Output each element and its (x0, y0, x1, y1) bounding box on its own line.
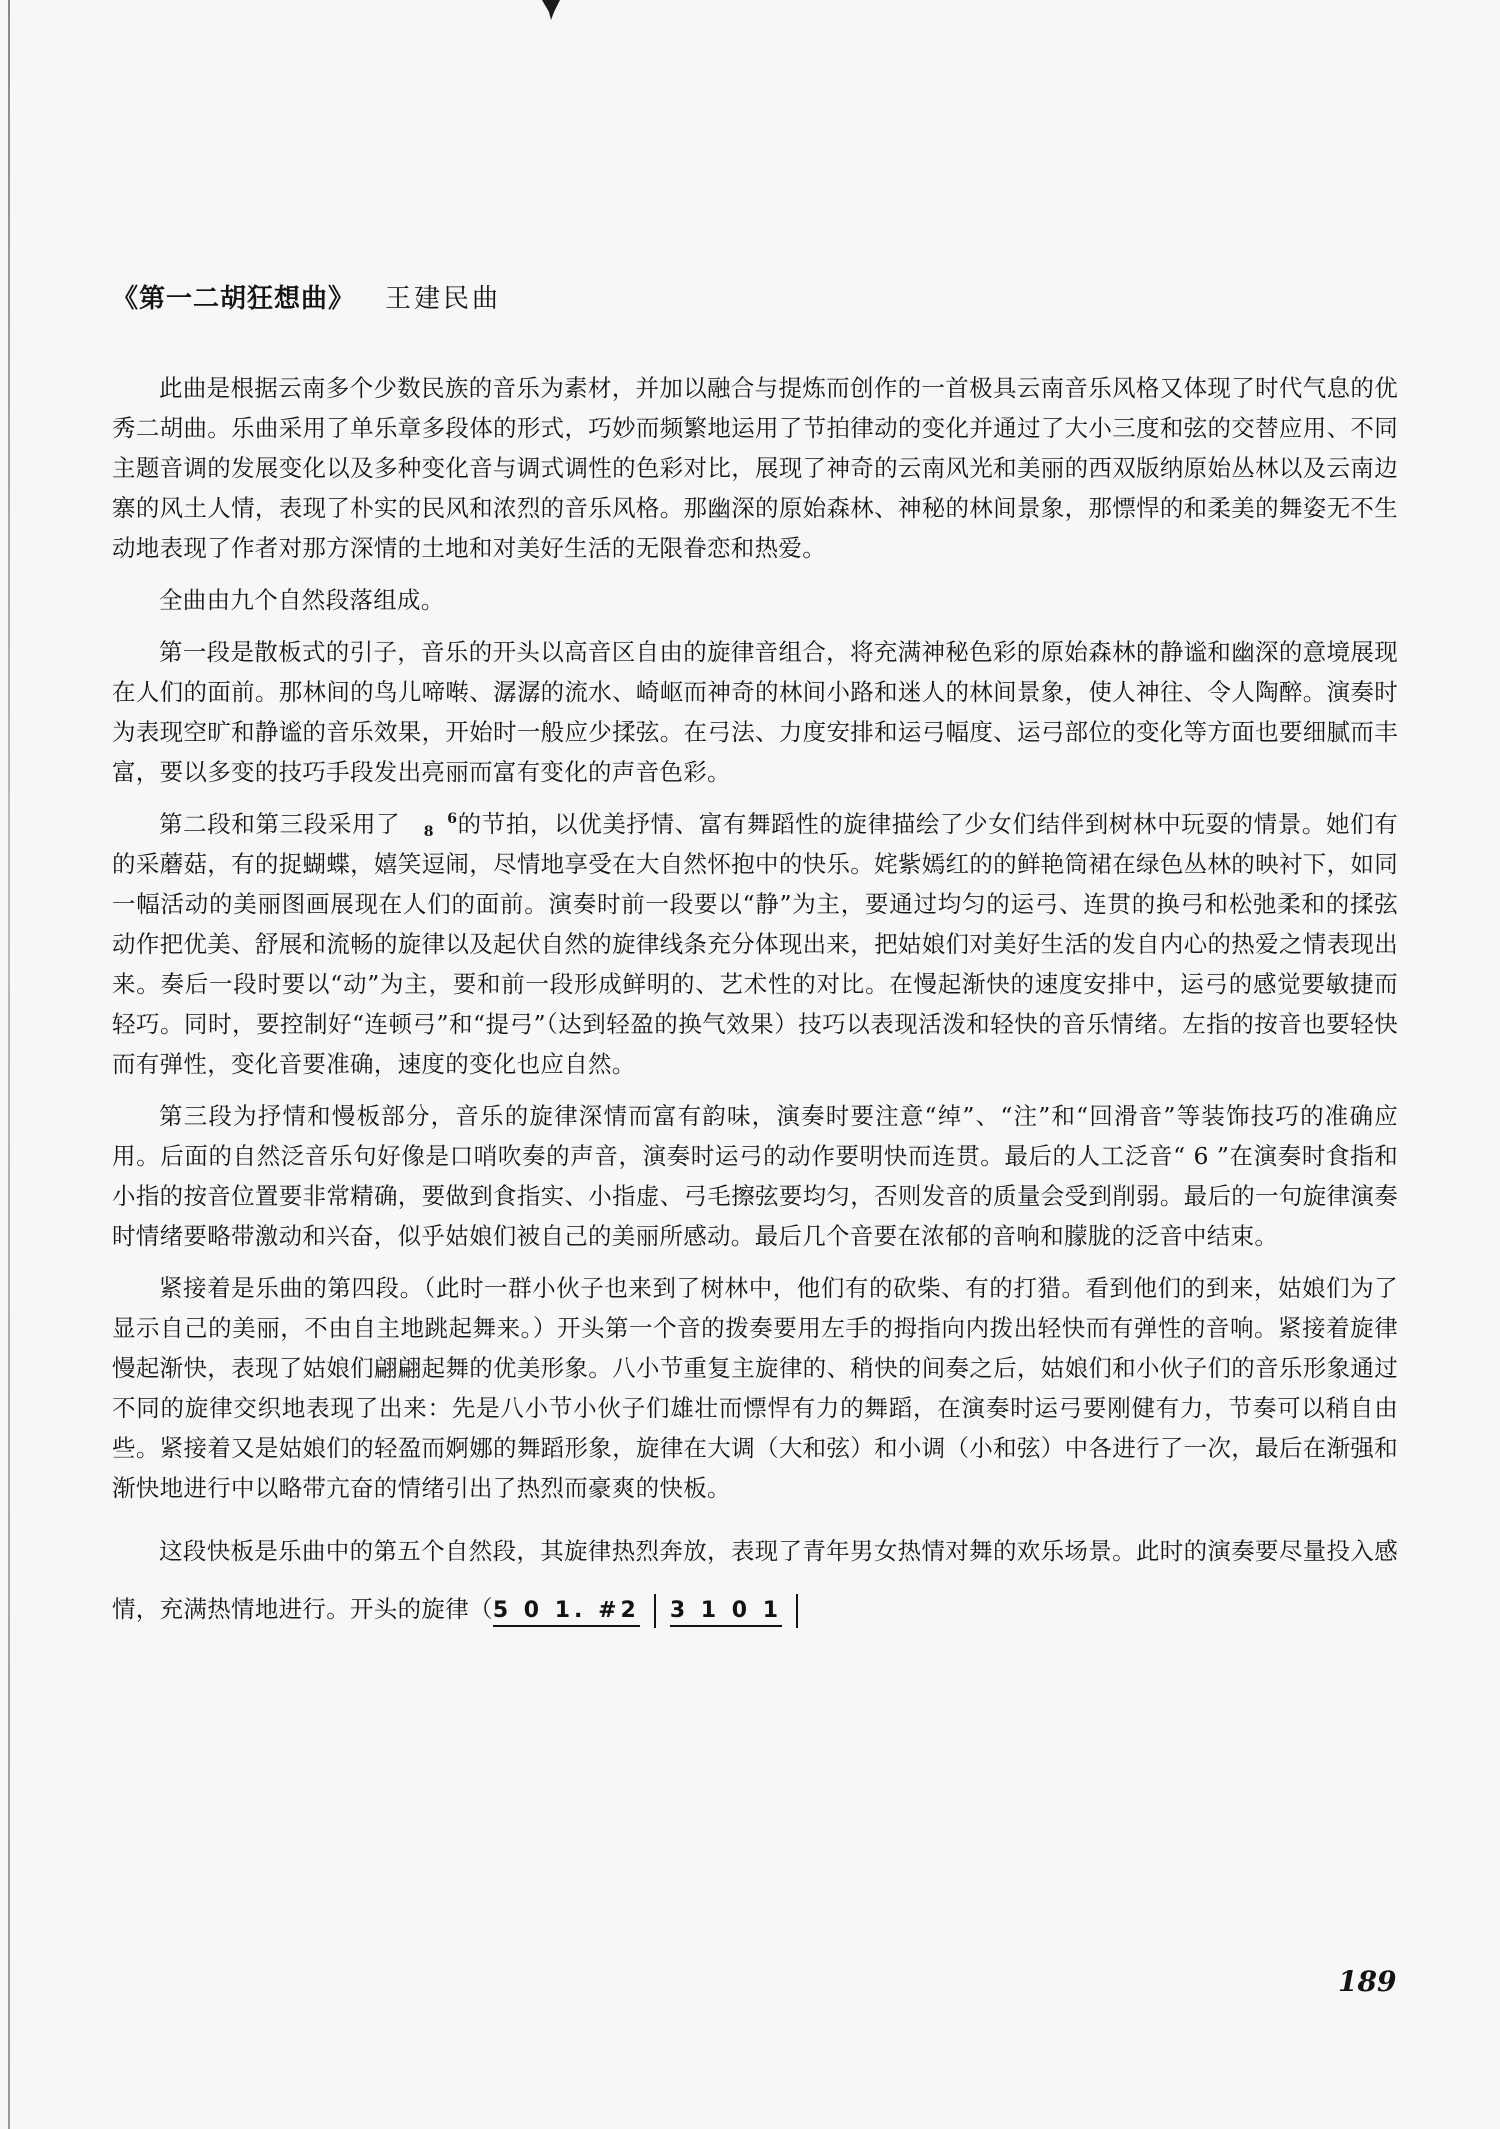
music-notation (493, 1598, 812, 1623)
paragraph-section-two (112, 804, 1398, 1084)
bar-line (654, 1594, 656, 1628)
paragraph-section-four: 紧接着是乐曲的第四段。（此时一群小伙子也来到了树林中，他们有的砍柴、有的打猎。看到他们的到来，姑娘们为了显示自己的美丽，不由自主地跳起舞来。）开头第一个音的拨奏要用左手的拇指向内拨出轻快而有弹性的音响。紧接着旋律慢起渐快，表现了姑娘们翩翩起舞的优美形象。八小节重复主旋律的、稍快的间奏之后，姑娘们和小伙子们的音乐形象通过不同的旋律交织地表现了出来：先是八小节小伙子们雄壮而慓悍有力的舞蹈，在演奏时运弓要刚健有力，节奏可以稍自由些。紧接着又是姑娘们的轻盈而婀娜的舞蹈形象，旋律在大调（大和弦）和小调（小和弦）中各进行了一次，最后在渐强和渐快地进行中以略带亢奋的情绪引出了热烈而豪爽的快板。 (112, 1274, 1398, 1502)
scan-mark (540, 0, 562, 20)
article-title (112, 278, 501, 315)
paragraph-structure: 全曲由九个自然段落组成。 (159, 586, 445, 614)
meter-top: 6 (447, 810, 458, 827)
paragraph-intro: 此曲是根据云南多个少数民族的音乐为素材，并加以融合与提炼而创作的一首极具云南音乐风格又体现了时代气息的优秀二胡曲。乐曲采用了单乐章多段体的形式，巧妙而频繁地运用了节拍律动的变化并通过了大小三度和弦的交替应用、不同主题音调的发展变化以及多种变化音与调式调性的色彩对比，展现了神奇的云南风光和美丽的西双版纳原始丛林以及云南边寨的风土人情，表现了朴实的民风和浓烈的音乐风格。那幽深的原始森林、神秘的林间景象，那慓悍的和柔美的舞姿无不生动地表现了作者对那方深情的土地和对美好生活的无限眷恋和热爱。 (112, 374, 1398, 562)
section-five-text: 这段快板是乐曲中的第五个自然段，其旋律热烈奔放，表现了青年男女热情对舞的欢乐场景。此时的演奏要尽量投入感情，充满热情地进行。开头的旋律（ (112, 1537, 1398, 1623)
body-text (112, 368, 1398, 1652)
page-number: 189 (1338, 1965, 1397, 1998)
notation-group-2: 3 1 0 1 (670, 1598, 782, 1627)
composer-credit: 王建民曲 (385, 284, 502, 314)
bar-line (796, 1594, 798, 1628)
meter-text-before: 第二段和第三段采用了 (159, 810, 401, 838)
scan-edge-line (8, 0, 10, 2129)
paragraph-section-five (112, 1522, 1398, 1640)
paragraph-section-three: 第三段为抒情和慢板部分，音乐的旋律深情而富有韵味，演奏时要注意“绰”、“注”和“回滑音”等装饰技巧的准确应用。后面的自然泛音乐句好像是口哨吹奏的声音，演奏时运弓的动作要明快而连贯。最后的人工泛音“ 6 ”在演奏时食指和小指的按音位置要非常精确，要做到食指实、小指虚、弓毛擦弦要均匀，否则发音的质量会受到削弱。最后的一句旋律演奏时情绪要略带激动和兴奋，似乎姑娘们被自己的美丽所感动。最后几个音要在浓郁的音响和朦胧的泛音中结束。 (112, 1102, 1398, 1250)
meter-text-after: 的节拍，以优美抒情、富有舞蹈性的旋律描绘了少女们结伴到树林中玩耍的情景。她们有的采蘑菇，有的捉蝴蝶，嬉笑逗闹，尽情地享受在大自然怀抱中的快乐。姹紫嫣红的的鲜艳筒裙在绿色丛林的映衬下，如同一幅活动的美丽图画展现在人们的面前。演奏时前一段要以“静”为主，要通过均匀的运弓、连贯的换弓和松弛柔和的揉弦动作把优美、舒展和流畅的旋律以及起伏自然的旋律线条充分体现出来，把姑娘们对美好生活的发自内心的热爱之情表现出来。奏后一段时要以“动”为主，要和前一段形成鲜明的、艺术性的对比。在慢起渐快的速度安排中，运弓的感觉要敏捷而轻巧。同时，要控制好“连顿弓”和“提弓”（达到轻盈的换气效果）技巧以表现活泼和轻快的音乐情绪。左指的按音也要轻快而有弹性，变化音要准确，速度的变化也应自然。 (112, 810, 1398, 1078)
paragraph-section-one: 第一段是散板式的引子，音乐的开头以高音区自由的旋律音组合，将充满神秘色彩的原始森林的静谧和幽深的意境展现在人们的面前。那林间的鸟儿啼啭、潺潺的流水、崎岖而神奇的林间小路和迷人的林间景象，使人神往、令人陶醉。演奏时为表现空旷和静谧的音乐效果，开始时一般应少揉弦。在弓法、力度安排和运弓幅度、运弓部位的变化等方面也要细腻而丰富，要以多变的技巧手段发出亮丽而富有变化的声音色彩。 (112, 638, 1398, 786)
meter-bottom: 8 (423, 823, 434, 840)
work-title: 《第一二胡狂想曲》 (112, 284, 356, 314)
time-signature (400, 810, 458, 840)
notation-group-1: 5 0 1. #2 (493, 1598, 640, 1627)
